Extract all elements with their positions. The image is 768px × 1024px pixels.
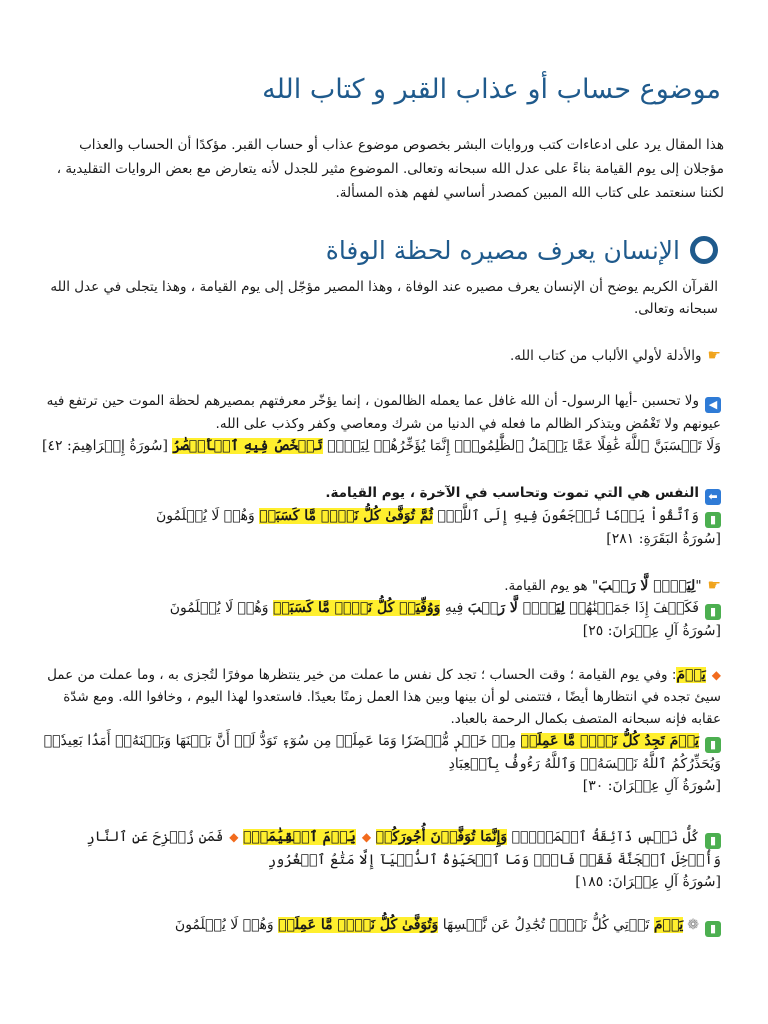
item2-ref: [سُورَةُ البَقَرَةِ: ٢٨١] — [606, 531, 721, 547]
item3-verse-mid: فِيهِ — [444, 600, 464, 616]
item3-quote-open: " — [695, 578, 702, 594]
item4-verse-text: مِنۡ خَيۡرٖ مُّحۡضَرٗا وَمَا عَمِلَتۡ مِن سُوٓءٖ تَوَدُّ لَوۡ أَنَّ بَيۡنَهَا وَبَيۡنَهُۥٓ أَمَدَۢا بَعِيدٗاۗ وَيُحَذِّرُكُمُ ٱللَّهُ نَفۡسَهُۥۗ وَٱللَّهُ رَءُوفُۢ بِٱلۡعِبَادِ — [43, 733, 721, 772]
book-icon: ▮ — [705, 921, 721, 937]
item4-verse — [41, 730, 721, 797]
section-paragraph: القرآن الكريم يوضح أن الإنسان يعرف مصيره عند الوفاة ، وهذا المصير مؤجّل إلى يوم القيامة ، وهذا يتجلى في عدل الله سبحانه وتعالى. — [50, 279, 718, 317]
hand-pointing-icon: ☛ — [707, 576, 721, 594]
item6-verse-end: وَهُمۡ لَا يُظۡلَمُونَ — [174, 917, 274, 933]
section-heading — [38, 228, 718, 272]
item4-verse-highlight: يَوۡمَ تَجِدُ كُلُّ نَفۡسٖ مَّا عَمِلَتۡ — [520, 733, 699, 749]
evidence-item-6 — [41, 914, 721, 937]
item4-term: يَوۡمَ — [676, 667, 706, 683]
evidence-item-5 — [41, 826, 721, 893]
item5-ref: [سُورَةُ آلِ عِمۡرَانَ: ١٨٥] — [575, 874, 721, 890]
section-heading-text: الإنسان يعرف مصيره لحظة الوفاة — [325, 235, 680, 265]
item6-verse-highlight-1: يَوۡمَ — [653, 917, 684, 933]
left-arrow-icon: ◀ — [705, 397, 721, 413]
intro-paragraph: هذا المقال يرد على ادعاءات كتب وروايات البشر بخصوص موضوع عذاب أو حساب القبر. مؤكدًا أن الحساب والعذاب مؤجلان إلى يوم القيامة بناءً على عدل الله سبحانه وتعالى. الموضوع مثير للجدل لأنه يتعارض مع بعض الروايات التقليدية ، لكننا سنعتمد على كتاب الله المبين كمصدر أساسي لفهم هذه المسألة. — [56, 137, 724, 201]
item4-text: : وفي يوم القيامة ؛ وقت الحساب ؛ تجد كل نفس ما عملت من خير ينتظرها موفرًا لتُجزى به ، وما عملت من عمل سيئ تجده في انتظارها أيضًا ، فتتمنى لو أن بينها وبين هذا العمل زمنًا بعيدًا. فاستعدوا لهذا اليوم ، وخافوا الله. ومع شدّة عقابه فإنه سبحانه المتصف بكمال الرحمة بالعباد. — [47, 667, 721, 727]
item5-verse-highlight-1: وَإِنَّمَا تُوَفَّوۡنَ أُجُورَكُمۡ — [375, 829, 508, 845]
evidence-intro-text: والأدلة لأولي الألباب من كتاب الله. — [510, 348, 702, 364]
hand-pointing-icon: ☛ — [707, 346, 721, 364]
evidence-item-2 — [41, 482, 721, 550]
item3-verse-end: وَهُمۡ لَا يُظۡلَمُونَ — [169, 600, 269, 616]
item3-verse-bold: لِيَوۡمٖ لَّا رَيۡبَ — [467, 600, 565, 616]
diamond-icon: ◆ — [711, 668, 721, 682]
item3-verse-text: فَكَيۡفَ إِذَا جَمَعۡنَٰهُمۡ — [569, 600, 699, 616]
item1-verse-highlight: تَشۡخَصُ فِيهِ ٱلۡأَبۡصَٰرُ — [172, 438, 323, 454]
circle-icon — [690, 236, 718, 264]
page-title: موضوع حساب أو عذاب القبر و كتاب الله — [262, 74, 721, 105]
item2-text: النفس هي التي تموت وتحاسب في الآخرة ، يوم القيامة. — [325, 485, 699, 501]
book-icon: ▮ — [705, 604, 721, 620]
item1-text: ولا تحسبن -أيها الرسول- أن الله غافل عما يعمله الظالمون ، إنما يؤخّر معرفتهم بمصيرهم لحظة الموت حين ترتفع فيه عيونهم ولا تَغْمُض ويتذكر الظالم ما فعله في الدنيا من شرك ومعاصي وكفر وكذب على الله. — [46, 393, 721, 432]
book-icon: ▮ — [705, 833, 721, 849]
evidence-item-4 — [41, 664, 721, 797]
diamond-icon: ◆ — [361, 830, 372, 844]
item2-verse-text: وَٱتَّقُواْ يَوۡمٗا تُرۡجَعُونَ فِيهِ إِلَى ٱللَّهِۖ — [437, 508, 699, 524]
evidence-item-1 — [41, 390, 721, 457]
book-icon: ▮ — [705, 737, 721, 753]
diamond-icon: ◆ — [229, 830, 239, 844]
sparkle-icon: ❁ — [687, 917, 699, 933]
item2-verse-end: وَهُمۡ لَا يُظۡلَمُونَ — [155, 508, 255, 524]
item6-verse-text: تَأۡتِي كُلُّ نَفۡسٖ تُجَٰدِلُ عَن نَّفۡسِهَا — [442, 917, 650, 933]
item3-quote-close: " هو يوم القيامة. — [504, 578, 599, 594]
item3-ref: [سُورَةُ آلِ عِمۡرَانَ: ٢٥] — [582, 623, 721, 639]
item5-verse-highlight-2: يَوۡمَ ٱلۡقِيَٰمَةِۖ — [242, 829, 356, 845]
left-arrow-icon: ⬅ — [705, 489, 721, 505]
item3-quote-term: لِيَوۡمٖ لَّا رَيۡبَ — [598, 578, 696, 594]
item4-ref: [سُورَةُ آلِ عِمۡرَانَ: ٣٠] — [582, 778, 721, 794]
item1-ref: [سُورَةُ إِبۡرَاهِيمَ: ٤٢] — [42, 438, 168, 454]
item5-verse-end: فَمَن زُحۡزِحَ عَنِ ٱلنَّارِ وَأُدۡخِلَ ٱلۡجَنَّةَ فَقَدۡ فَازَۗ وَمَا ٱلۡحَيَوٰةُ ٱلدُّنۡيَآ إِلَّا مَتَٰعُ ٱلۡغُرُورِ — [86, 829, 721, 868]
item3-verse — [41, 597, 721, 642]
evidence-item-3 — [41, 574, 721, 642]
item2-verse-highlight: ثُمَّ تُوَفَّىٰ كُلُّ نَفۡسٖ مَّا كَسَبَتۡ — [259, 508, 434, 524]
item6-verse-highlight-2: وَتُوَفَّىٰ كُلُّ نَفۡسٖ مَّا عَمِلَتۡ — [278, 917, 439, 933]
item1-verse — [41, 435, 721, 457]
item2-verse — [41, 505, 721, 550]
item1-verse-text: وَلَا تَحۡسَبَنَّ ٱللَّهَ غَٰفِلًا عَمَّا يَعۡمَلُ ٱلظَّٰلِمُونَۚ إِنَّمَا يُؤَخِّرُهُمۡ لِيَوۡمٖ — [327, 438, 721, 454]
item5-verse-text: كُلُّ نَفۡسٖ ذَآئِقَةُ ٱلۡمَوۡتِۗ — [511, 829, 699, 845]
evidence-intro — [41, 344, 721, 367]
book-icon: ▮ — [705, 512, 721, 528]
item3-verse-highlight: وَوُفِّيَتۡ كُلُّ نَفۡسٖ مَّا كَسَبَتۡ — [272, 600, 441, 616]
